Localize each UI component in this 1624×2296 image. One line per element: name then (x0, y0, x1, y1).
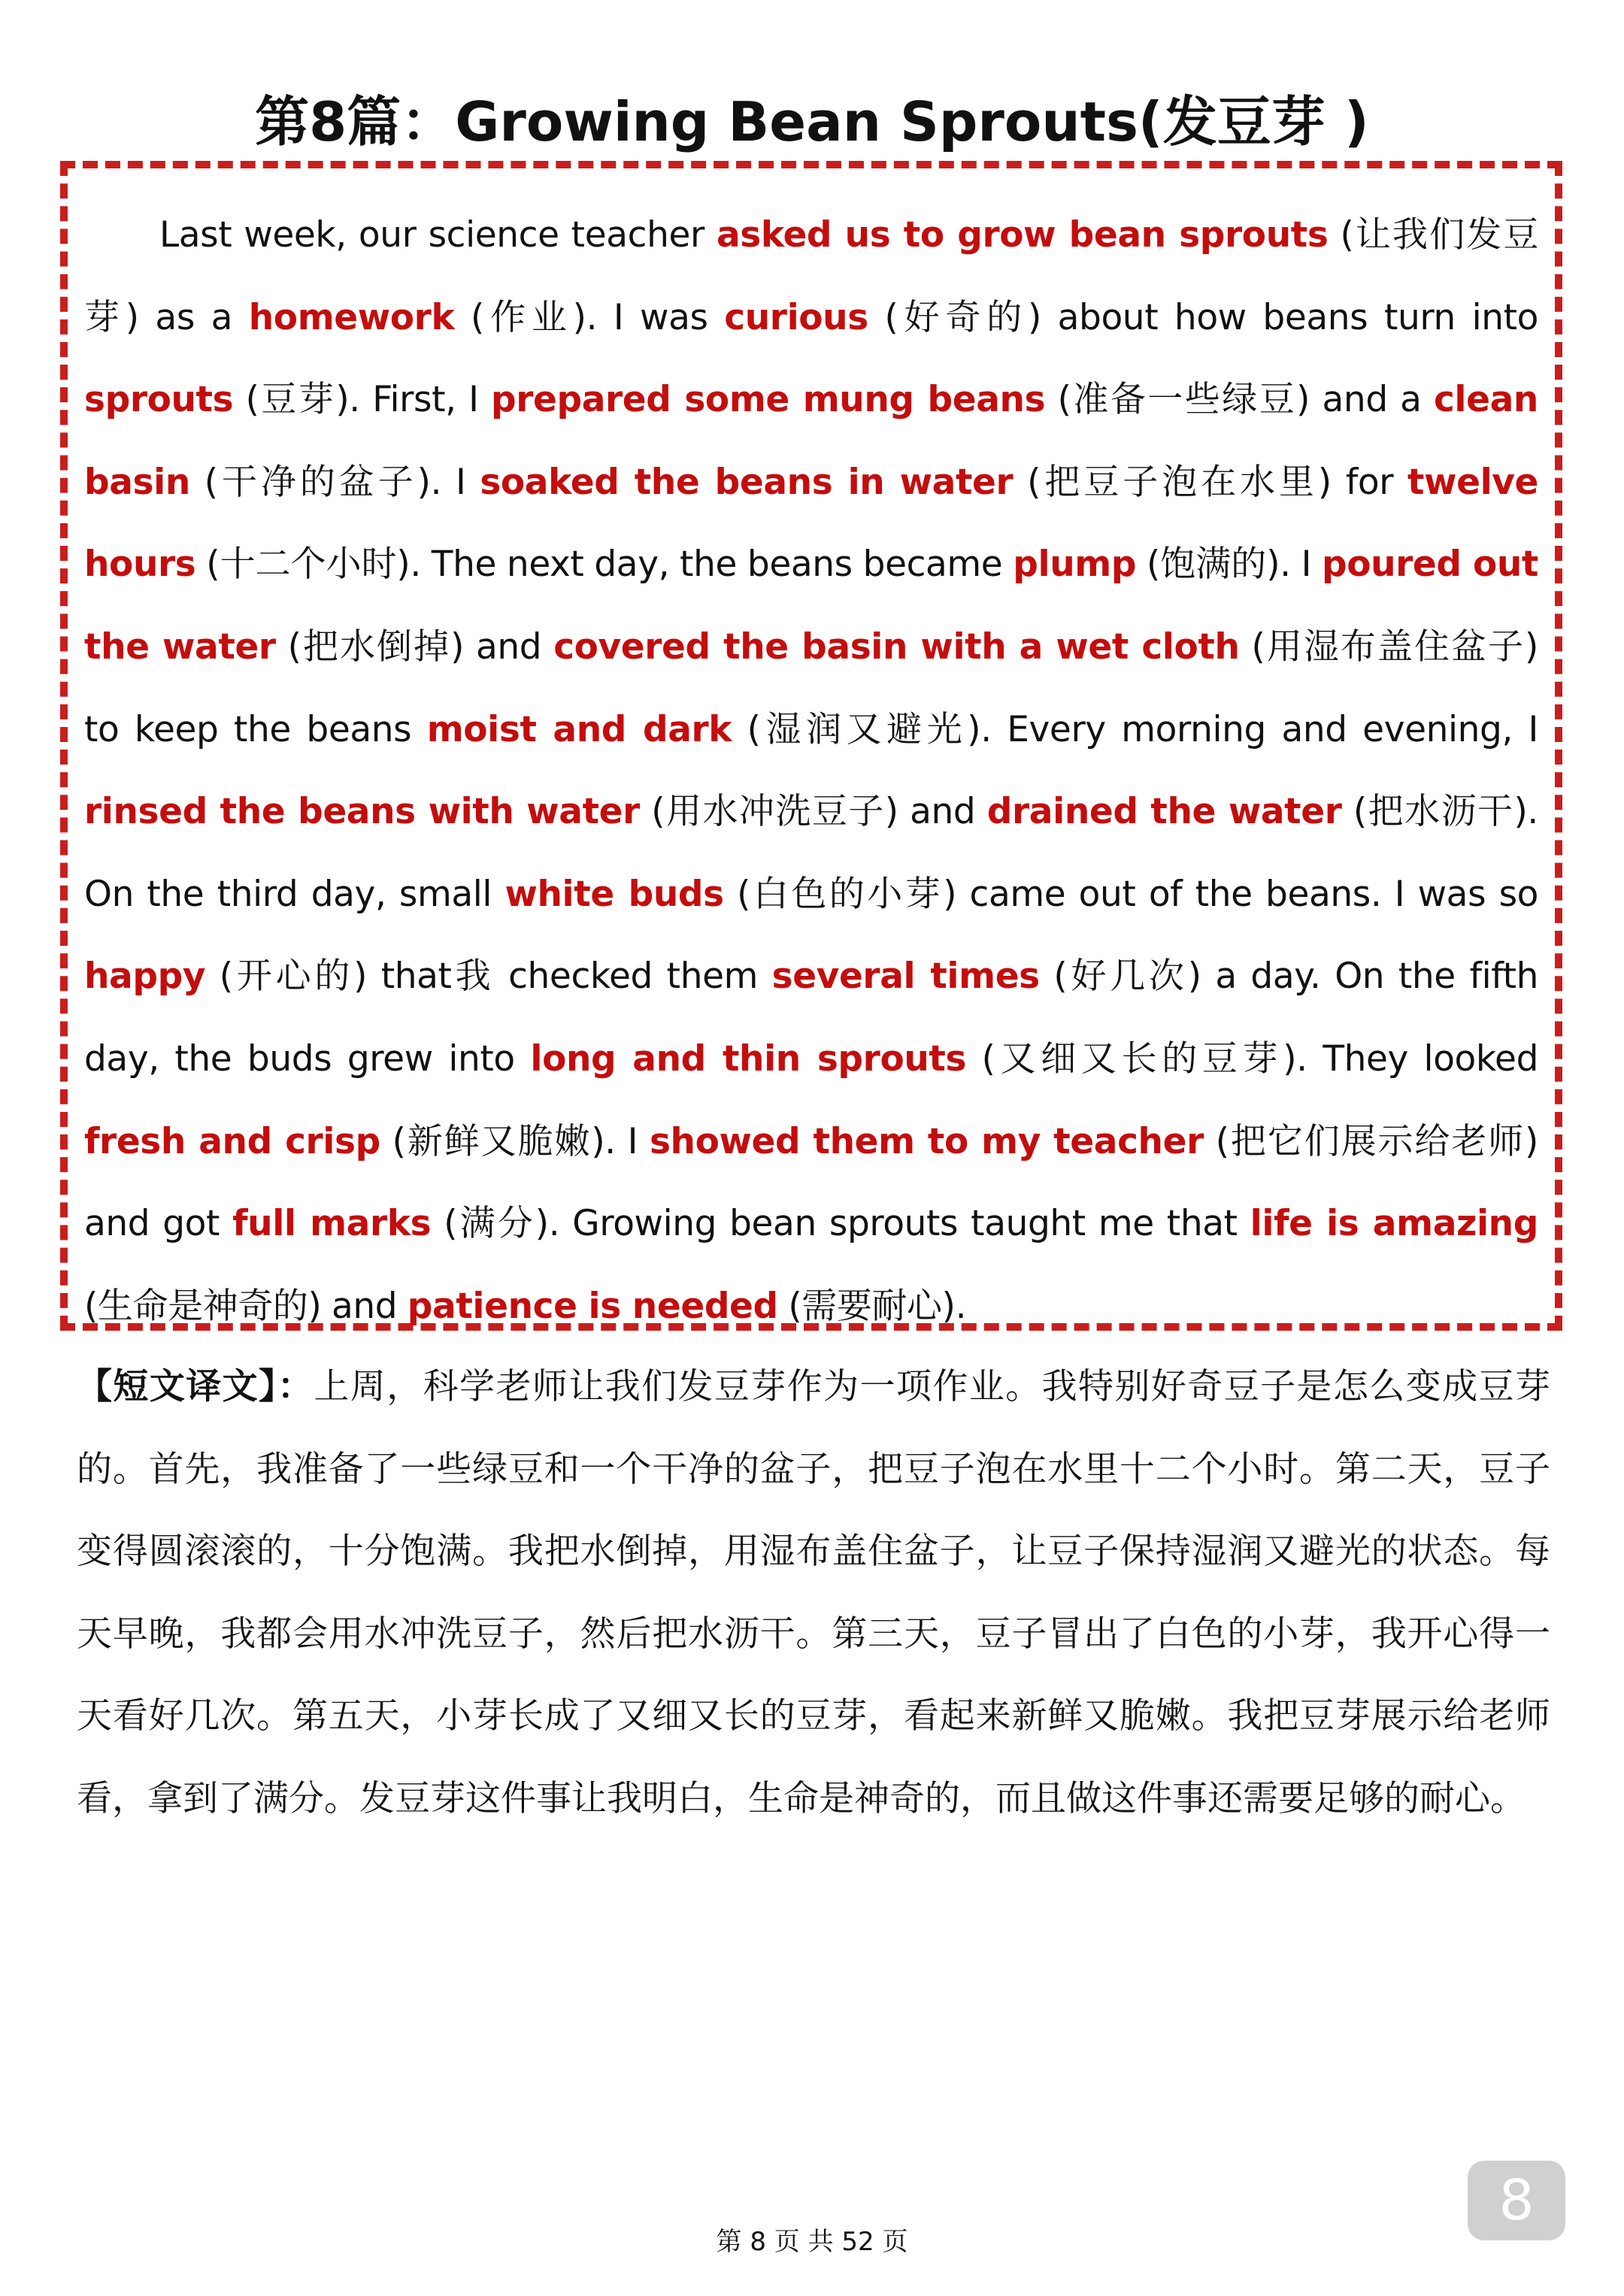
page-title: 第8篇：Growing Bean Sprouts(发豆芽 ) (255, 90, 1369, 153)
passage-run: (豆芽). First, I (233, 379, 491, 421)
page-footer: 第 8 页 共 52 页 (716, 2227, 908, 2257)
keyword-phrase: moist and dark (426, 708, 732, 750)
passage-run: (干净的盆子). I (189, 461, 480, 503)
keyword-phrase: sprouts (84, 379, 234, 421)
passage-box (60, 161, 1562, 1331)
keyword-phrase: poured out the water (84, 544, 1538, 668)
passage-run: (新鲜又脆嫩). I (380, 1120, 650, 1162)
keyword-phrase: curious (724, 296, 868, 338)
keyword-phrase: white buds (504, 873, 724, 915)
passage-run: (饱满的). I (1136, 544, 1322, 586)
passage-run: (让我们发豆芽) as a (84, 214, 1538, 338)
keyword-phrase: drained the water (986, 791, 1342, 833)
keyword-phrase: prepared some mung beans (490, 379, 1046, 421)
passage-run: (开心的) that我 checked them (205, 956, 772, 998)
passage-run: (需要耐心). (777, 1285, 967, 1327)
passage-run: (好奇的) about how beans turn into (868, 296, 1539, 338)
passage-run: (生命是神奇的) and (84, 1285, 408, 1327)
keyword-phrase: full marks (232, 1203, 432, 1245)
translation-text: 上周，科学老师让我们发豆芽作为一项作业。我特别好奇豆子是怎么变成豆芽的。首先，我准备了一些绿豆和一个干净的盆子，把豆子泡在水里十二个小时。第二天，豆子变得圆滚滚的，十分饱满。我把水倒掉，用湿布盖住盆子，让豆子保持湿润又避光的状态。每天早晚，我都会用水冲洗豆子，然后把水沥干。第三天，豆子冒出了白色的小芽，我开心得一天看好几次。第五天，小芽长成了又细又长的豆芽，看起来新鲜又脆嫩。我把豆芽展示给老师看，拿到了满分。发豆芽这件事让我明白，生命是神奇的，而且做这件事还需要足够的耐心。 (77, 1366, 1551, 1819)
passage-run: (好几次) a day. On the fifth day, the buds grew into (84, 956, 1539, 1080)
keyword-phrase: clean basin (84, 379, 1538, 503)
keyword-phrase: showed them to my teacher (649, 1120, 1204, 1162)
passage-run: (把它们展示给老师) and got (84, 1120, 1538, 1245)
passage-run: (十二个小时). The next day, the beans became (195, 544, 1013, 586)
passage-run: (白色的小芽) came out of the beans. I was so (723, 873, 1539, 915)
keyword-phrase: plump (1013, 544, 1137, 586)
passage-run: (作业). I was (454, 296, 725, 338)
passage-run: (湿润又避光). Every morning and evening, I (732, 708, 1538, 750)
passage-run: (准备一些绿豆) and a (1045, 379, 1434, 421)
passage-run: (把水倒掉) and (275, 625, 554, 668)
keyword-phrase: life is amazing (1250, 1203, 1538, 1245)
translation-label: 【短文译文】： (77, 1366, 314, 1407)
keyword-phrase: asked us to grow bean sprouts (716, 214, 1329, 256)
keyword-phrase: long and thin sprouts (530, 1037, 967, 1080)
passage-run: Last week, our science teacher (159, 214, 717, 256)
keyword-phrase: fresh and crisp (84, 1120, 380, 1162)
passage-text (84, 194, 1538, 1347)
passage-run: (满分). Growing bean sprouts taught me that (431, 1203, 1250, 1245)
keyword-phrase: rinsed the beans with water (84, 791, 640, 833)
keyword-phrase: soaked the beans in water (480, 461, 1013, 503)
passage-run: (用湿布盖住盆子) to keep the beans (84, 625, 1538, 750)
keyword-phrase: patience is needed (407, 1285, 778, 1327)
passage-run: (把水沥干). On the third day, small (84, 791, 1538, 915)
page-number-badge: 8 (1468, 2161, 1565, 2240)
keyword-phrase: several times (771, 956, 1040, 998)
passage-run: (用水冲洗豆子) and (639, 791, 987, 833)
keyword-phrase: homework (248, 296, 455, 338)
translation-paragraph (77, 1346, 1550, 1840)
keyword-phrase: happy (84, 956, 206, 998)
passage-run: (把豆子泡在水里) for (1013, 461, 1407, 503)
keyword-phrase: twelve hours (84, 461, 1538, 586)
keyword-phrase: covered the basin with a wet cloth (553, 625, 1240, 668)
passage-run: (又细又长的豆芽). They looked (966, 1037, 1539, 1080)
